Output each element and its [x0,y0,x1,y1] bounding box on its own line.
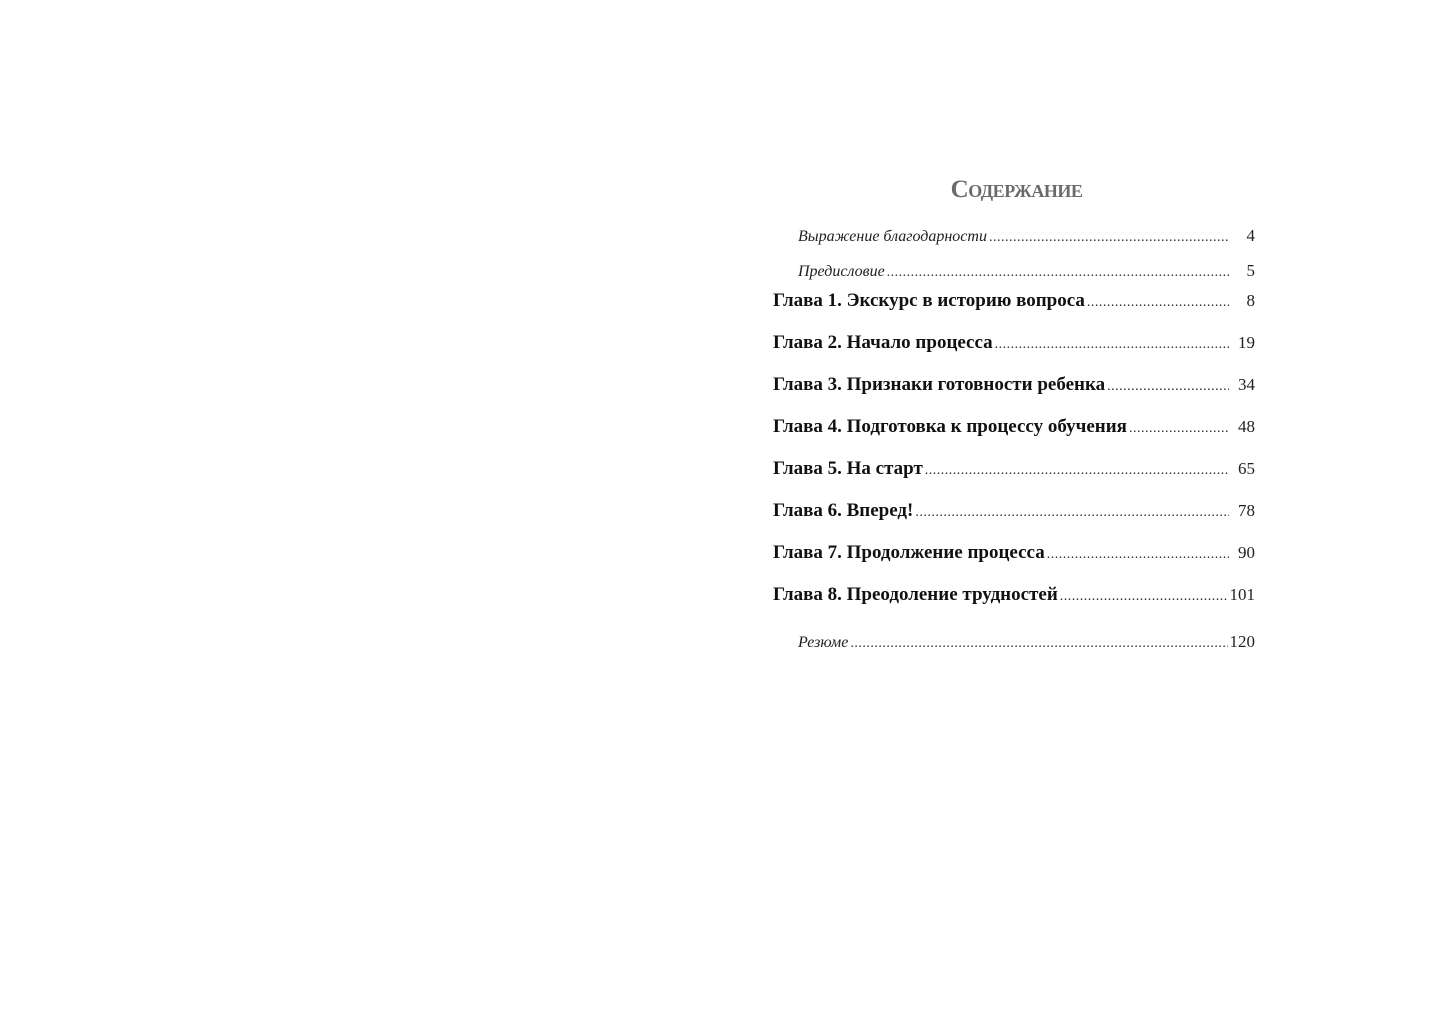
toc-entry-chapter-3[interactable] [773,374,1255,396]
dot-leader [1047,547,1229,563]
toc-entry-preface[interactable] [773,261,1255,281]
toc-entry-label: Глава 2. Начало процесса [773,332,993,353]
toc-entry-chapter-5[interactable] [773,458,1255,480]
toc-entry-chapter-1[interactable] [773,290,1255,312]
dot-leader [1087,295,1229,311]
dot-leader [1107,379,1229,395]
toc-entry-acknowledgements[interactable] [773,226,1255,246]
toc-entry-page: 90 [1238,543,1255,562]
toc-entry-label: Глава 6. Вперед! [773,500,914,521]
dot-leader [850,636,1227,652]
toc-entry-page: 34 [1238,375,1255,394]
toc-entry-label: Глава 7. Продолжение процесса [773,542,1045,563]
toc-entry-chapter-8[interactable] [773,584,1255,606]
toc-entry-page: 19 [1238,333,1255,352]
dot-leader [989,230,1229,246]
toc-entry-page: 48 [1238,417,1255,436]
dot-leader [995,337,1229,353]
toc-entry-page: 4 [1246,226,1255,245]
toc-entry-label: Выражение благодарности [798,228,987,245]
toc-entry-chapter-7[interactable] [773,542,1255,564]
toc-entry-page: 120 [1229,632,1255,651]
toc-entry-label: Резюме [798,634,849,651]
toc-entry-page: 101 [1229,585,1255,604]
toc-entry-page: 78 [1238,501,1255,520]
toc-entry-chapter-6[interactable] [773,500,1255,522]
toc-entry-label: Предисловие [798,263,885,280]
toc-entry-chapter-2[interactable] [773,332,1255,354]
toc-heading [722,176,1445,204]
toc-entry-label: Глава 5. На старт [773,458,923,479]
toc-entry-page: 5 [1246,261,1255,280]
toc-entry-page: 8 [1246,291,1255,310]
toc-entry-page: 65 [1238,459,1255,478]
right-page-contents [722,0,1445,1021]
dot-leader [1060,589,1228,605]
dot-leader [925,463,1229,479]
dot-leader [915,505,1229,521]
toc-entry-chapter-4[interactable] [773,416,1255,438]
toc-entry-label: Глава 3. Признаки готовности ребенка [773,374,1106,395]
toc-entry-label: Глава 8. Преодоление трудностей [773,584,1058,605]
left-page-blank [0,0,722,1021]
toc-entry-summary[interactable] [773,632,1255,652]
dot-leader [887,265,1229,281]
toc-heading-text: Содержание [950,176,1083,203]
dot-leader [1129,421,1229,437]
toc-entry-label: Глава 1. Экскурс в историю вопроса [773,290,1085,311]
toc-entry-label: Глава 4. Подготовка к процессу обучения [773,416,1127,437]
